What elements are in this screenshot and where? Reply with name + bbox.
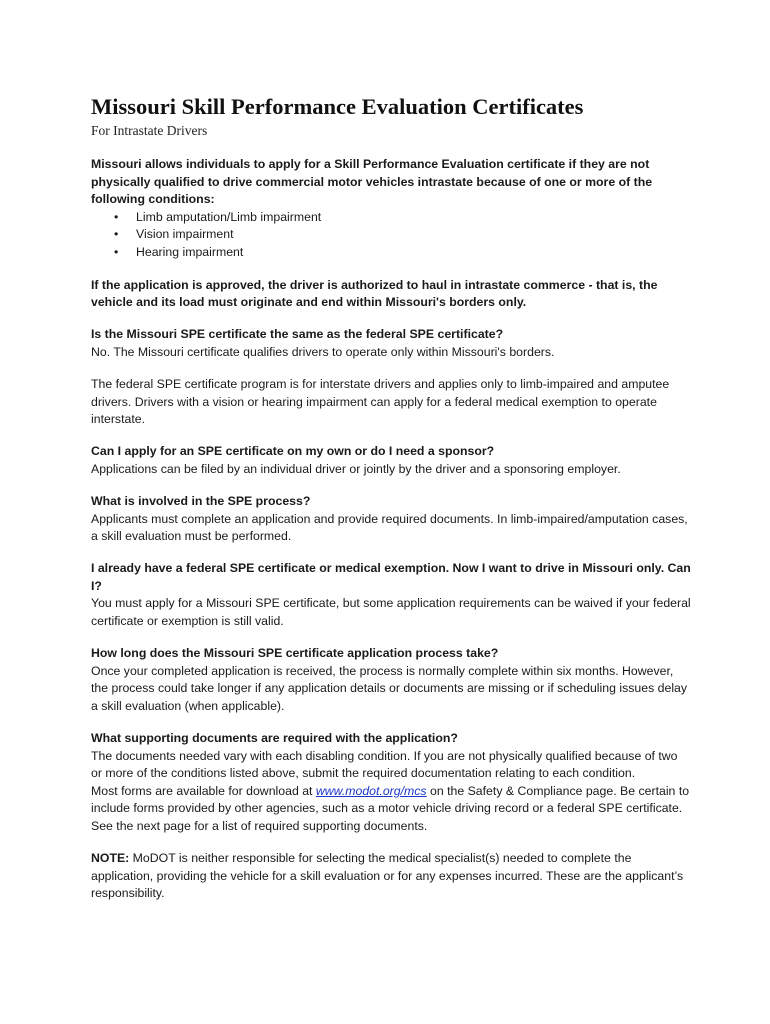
faq-question: Is the Missouri SPE certificate the same as the federal SPE certificate? [91,327,504,342]
condition-label: Vision impairment [136,227,234,242]
note-paragraph [91,850,691,903]
note-label: NOTE: [91,851,130,865]
list-item [91,209,691,227]
faq-answer: Applicants must complete an application and provide required documents. In limb-impaired/amputation cases, a skill evaluation must be performed. [91,511,688,544]
modot-mcs-link[interactable]: www.modot.org/mcs [315,783,427,798]
faq-item [91,493,691,546]
page-title: Missouri Skill Performance Evaluation Certificates [91,94,584,119]
faq-answer: Applications can be filed by an individual driver or jointly by the driver and a sponsoring employer. [91,461,621,476]
faq-item [91,326,691,361]
faq-item [91,645,691,715]
forms-paragraph [91,783,691,836]
faq-question: What is involved in the SPE process? [91,493,311,508]
approval-note: If the application is approved, the driver is authorized to haul in intrastate commerce - that is, the vehicle and its load must originate and end within Missouri's borders only. [91,277,658,310]
note-text: MoDOT is neither responsible for selecting the medical specialist(s) needed to complete the application, providing the vehicle for a skill evaluation or for any expenses incurred. These are the applicant’s responsibility. [91,851,684,901]
bullet-icon: • [114,227,119,242]
faq-item [91,730,691,836]
condition-label: Hearing impairment [136,244,244,259]
faq-question: Can I apply for an SPE certificate on my own or do I need a sponsor? [91,444,495,459]
faq-answer: No. The Missouri certificate qualifies drivers to operate only within Missouri's borders. [91,344,555,359]
faq-question: I already have a federal SPE certificate or medical exemption. Now I want to drive in Missouri only. Can I? [91,561,691,593]
forms-text-before: Most forms are available for download at [91,783,313,798]
faq-answer: Once your completed application is received, the process is normally complete within six months. However, the process could take longer if any application details or documents are missing or if scheduling issues delay a skill evaluation (when applicable). [91,663,688,713]
faq-answer: The documents needed vary with each disabling condition. If you are not physically qualified because of two or more of the conditions listed above, submit the required documentation relating to each condition. [91,748,678,781]
bullet-icon: • [114,209,119,224]
conditions-list [91,209,691,262]
page-subtitle: For Intrastate Drivers [91,123,208,138]
faq-question: How long does the Missouri SPE certificate application process take? [91,646,499,661]
faq-item [91,560,691,630]
bullet-icon: • [114,244,119,259]
list-item [91,226,691,244]
faq-answer-extra: The federal SPE certificate program is for interstate drivers and applies only to limb-impaired and amputee drivers. Drivers with a vision or hearing impairment can apply for a federal medical exemption to operate interstate. [91,376,670,427]
faq-item-extra [91,376,691,429]
list-item [91,244,691,262]
faq-answer: You must apply for a Missouri SPE certificate, but some application requirements can be waived if your federal certificate or exemption is still valid. [91,596,691,628]
intro-paragraph: Missouri allows individuals to apply for a Skill Performance Evaluation certificate if they are not physically qualified to drive commercial motor vehicles intrastate because of one or more of the following conditions: [91,157,653,207]
condition-label: Limb amputation/Limb impairment [136,209,322,224]
faq-question: What supporting documents are required with the application? [91,730,458,745]
faq-item [91,443,691,478]
forms-text-after: on the Safety & Compliance page. Be certain to include forms provided by other agencies, such as a motor vehicle driving record or a federal SPE certificate. See the next page for a list of required supporting documents. [91,783,690,833]
document-page [91,93,691,903]
